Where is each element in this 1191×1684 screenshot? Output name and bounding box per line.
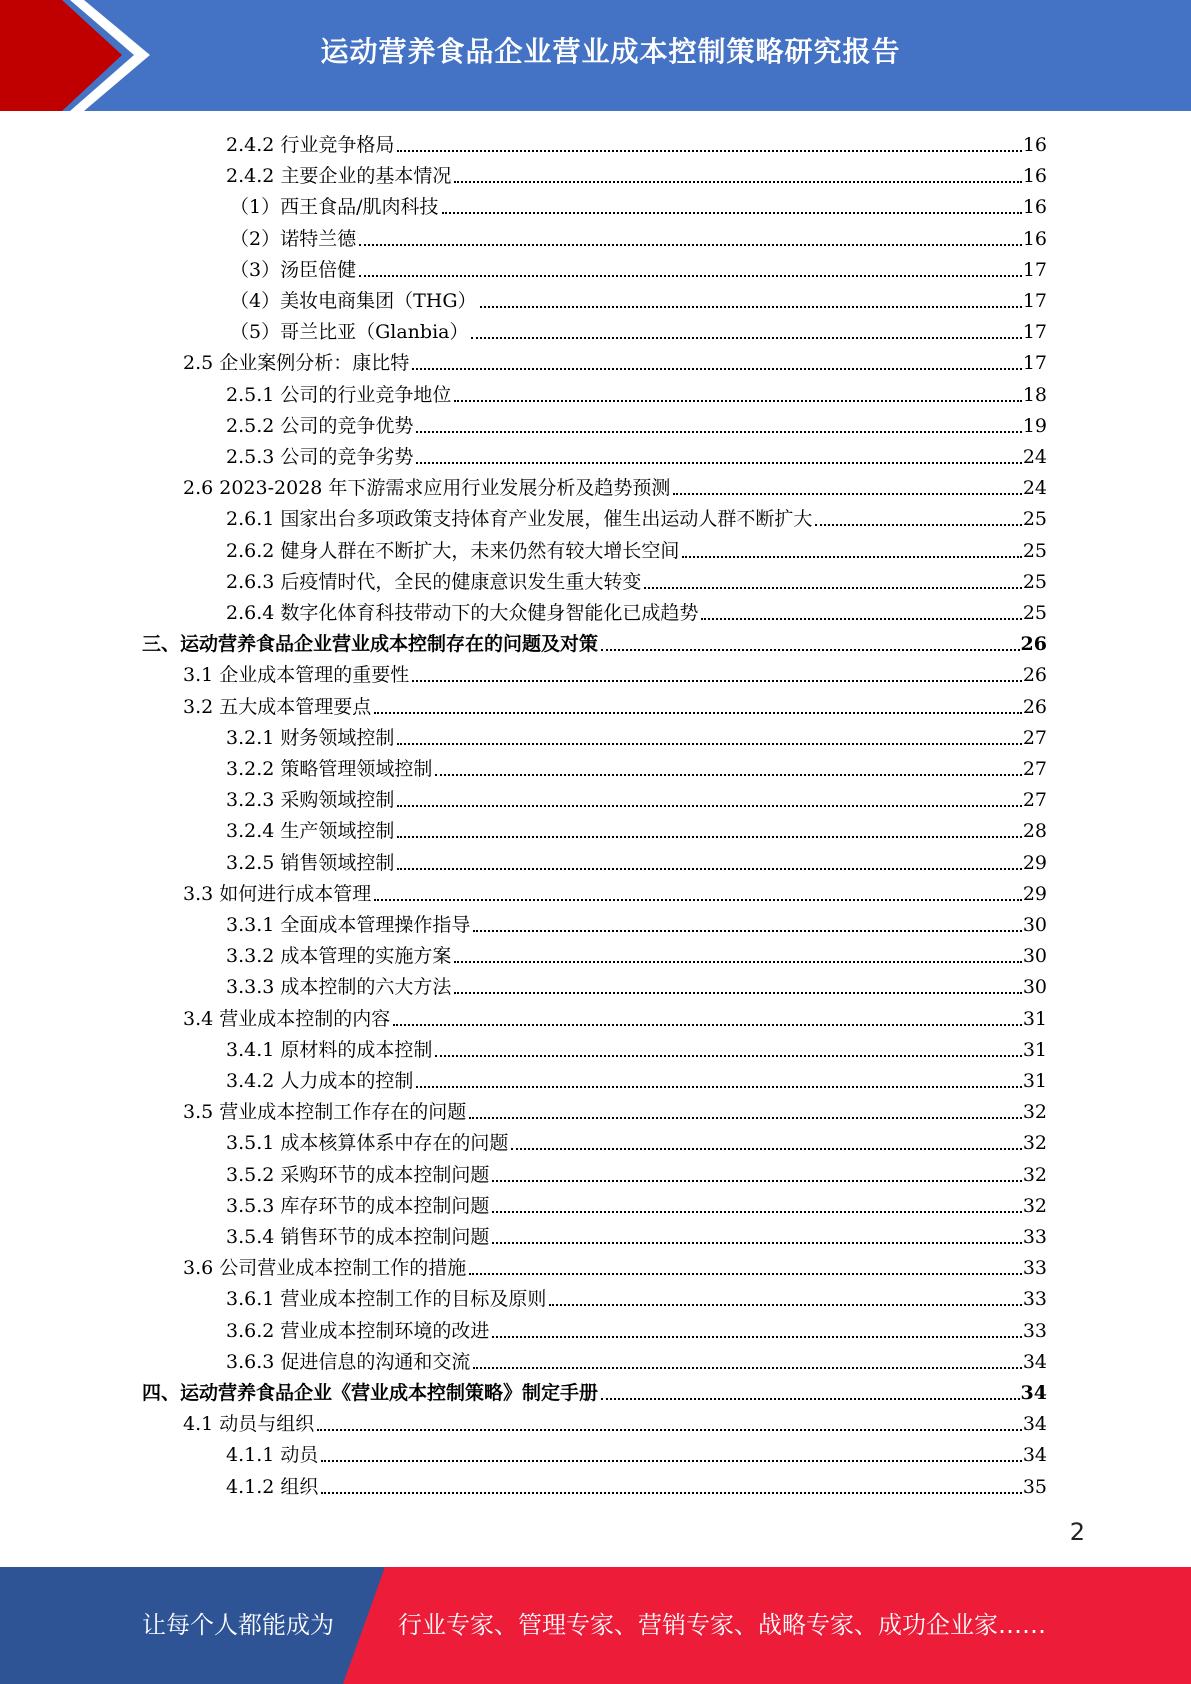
- toc-entry-page: 17: [1022, 352, 1047, 375]
- toc-dot-leader: [454, 400, 1021, 402]
- toc-entry-page: 16: [1022, 196, 1047, 219]
- toc-entry[interactable]: [226, 532, 1047, 563]
- toc-entry-title: 3.5.3 库存环节的成本控制问题: [226, 1194, 490, 1217]
- toc-entry[interactable]: [226, 844, 1047, 875]
- toc-entry-page: 27: [1022, 758, 1047, 780]
- toc-entry[interactable]: [226, 1062, 1047, 1093]
- toc-entry-title: 3.2 五大成本管理要点: [183, 695, 372, 718]
- toc-entry-title: 3.2.1 财务领域控制: [226, 726, 395, 749]
- toc-dot-leader: [359, 275, 1022, 277]
- toc-entry-title: 3.2.4 生产领域控制: [226, 820, 395, 843]
- toc-entry[interactable]: [183, 656, 1047, 687]
- toc-entry[interactable]: [230, 188, 1047, 219]
- toc-entry-page: 29: [1022, 851, 1047, 874]
- toc-entry-page: 17: [1022, 321, 1047, 344]
- toc-entry-page: 16: [1022, 165, 1047, 188]
- toc-dot-leader: [673, 493, 1021, 495]
- toc-entry[interactable]: [226, 376, 1047, 407]
- toc-entry[interactable]: [226, 1343, 1047, 1374]
- toc-entry-page: 17: [1022, 290, 1047, 312]
- toc-entry-title: 3.6.2 营业成本控制环境的改进: [226, 1319, 490, 1342]
- toc-entry-title: 3.4.1 原材料的成本控制: [226, 1038, 433, 1061]
- toc-entry-page: 16: [1022, 227, 1047, 250]
- toc-entry-page: 32: [1022, 1194, 1047, 1217]
- toc-dot-leader: [471, 337, 1021, 339]
- toc-dot-leader: [435, 774, 1021, 776]
- toc-entry[interactable]: [183, 688, 1047, 719]
- toc-entry-page: 34: [1022, 1413, 1047, 1436]
- toc-entry-title: 3.3.3 成本控制的六大方法: [226, 976, 452, 999]
- toc-dot-leader: [397, 150, 1021, 152]
- toc-entry-page: 25: [1022, 570, 1047, 593]
- toc-entry-page: 34: [1020, 1382, 1047, 1404]
- toc-entry[interactable]: [226, 1124, 1047, 1155]
- toc-entry-page: 25: [1022, 539, 1047, 562]
- toc-entry-title: 3.3.2 成本管理的实施方案: [226, 945, 452, 968]
- toc-entry-title: （5）哥兰比亚（Glanbia）: [230, 321, 469, 344]
- toc-entry-page: 33: [1022, 1319, 1047, 1342]
- toc-entry-page: 19: [1022, 414, 1047, 437]
- toc-dot-leader: [317, 1429, 1022, 1431]
- toc-dot-leader: [374, 899, 1022, 901]
- toc-entry-page: 26: [1020, 633, 1047, 656]
- toc-entry-title: （2）诺特兰德: [230, 227, 357, 250]
- toc-entry[interactable]: [226, 1156, 1047, 1187]
- toc-dot-leader: [359, 244, 1022, 246]
- toc-dot-leader: [397, 805, 1021, 807]
- toc-entry-title: 2.5.1 公司的行业竞争地位: [226, 383, 452, 406]
- toc-dot-leader: [469, 1273, 1022, 1275]
- toc-entry[interactable]: [226, 1280, 1047, 1311]
- toc-entry[interactable]: [226, 126, 1047, 157]
- toc-entry-page: 32: [1022, 1132, 1047, 1155]
- toc-entry-page: 30: [1022, 945, 1047, 968]
- toc-dot-leader: [469, 1117, 1022, 1119]
- toc-entry-title: 3.3 如何进行成本管理: [183, 882, 372, 905]
- toc-entry-title: 2.6.4 数字化体育科技带动下的大众健身智能化已成趋势: [226, 602, 699, 624]
- toc-entry-title: 3.2.3 采购领域控制: [226, 789, 395, 812]
- toc-entry-page: 18: [1022, 383, 1047, 406]
- toc-entry[interactable]: [226, 750, 1047, 781]
- toc-entry-title: 3.6 公司营业成本控制工作的措施: [183, 1257, 467, 1280]
- toc-entry-title: 2.5 企业案例分析：康比特: [183, 352, 410, 375]
- toc-entry-title: 2.6 2023-2028 年下游需求应用行业发展分析及趋势预测: [183, 477, 671, 500]
- toc-entry[interactable]: [183, 875, 1047, 906]
- toc-dot-leader: [682, 556, 1021, 558]
- toc-dot-leader: [321, 1460, 1021, 1462]
- toc-entry-title: 2.6.2 健身人群在不断扩大，未来仍然有较大增长空间: [226, 539, 680, 562]
- toc-entry-page: 24: [1022, 446, 1047, 468]
- toc-entry-title: （1）西王食品/肌肉科技: [230, 196, 439, 219]
- toc-dot-leader: [480, 306, 1022, 308]
- toc-entry-title: 3.1 企业成本管理的重要性: [183, 664, 410, 687]
- toc-entry-page: 27: [1022, 789, 1047, 812]
- toc-entry-page: 33: [1022, 1257, 1047, 1280]
- toc-entry-page: 25: [1022, 508, 1047, 531]
- toc-entry[interactable]: [142, 1374, 1047, 1405]
- toc-entry-title: 2.4.2 主要企业的基本情况: [226, 165, 452, 188]
- toc-entry[interactable]: [226, 937, 1047, 968]
- toc-entry[interactable]: [226, 157, 1047, 188]
- toc-entry[interactable]: [226, 968, 1047, 999]
- report-title: 运动营养食品企业营业成本控制策略研究报告: [320, 35, 901, 68]
- toc-dot-leader: [416, 462, 1021, 464]
- toc-dot-leader: [511, 1148, 1021, 1150]
- toc-dot-leader: [492, 1211, 1021, 1213]
- toc-entry-title: 3.3.1 全面成本管理操作指导: [226, 914, 471, 936]
- toc-entry[interactable]: [226, 594, 1047, 625]
- toc-dot-leader: [549, 1304, 1021, 1306]
- page-number: 2: [1069, 1518, 1085, 1546]
- toc-dot-leader: [397, 836, 1021, 838]
- toc-entry[interactable]: [226, 1468, 1047, 1499]
- toc-entry[interactable]: [226, 812, 1047, 843]
- toc-entry-page: 31: [1022, 1070, 1047, 1092]
- toc-entry-title: 2.6.3 后疫情时代，全民的健康意识发生重大转变: [226, 570, 642, 593]
- toc-entry-title: （3）汤臣倍健: [230, 258, 357, 281]
- toc-entry-page: 25: [1022, 602, 1047, 624]
- toc-dot-leader: [601, 649, 1020, 651]
- toc-entry-page: 26: [1022, 664, 1047, 687]
- toc-entry[interactable]: [183, 1000, 1047, 1031]
- page-header: [0, 0, 1191, 111]
- toc-dot-leader: [416, 431, 1021, 433]
- toc-entry-page: 34: [1022, 1350, 1047, 1373]
- toc-entry-page: 35: [1022, 1475, 1047, 1498]
- toc-entry[interactable]: [226, 407, 1047, 438]
- toc-entry-title: 2.4.2 行业竞争格局: [226, 134, 395, 156]
- toc-entry-page: 30: [1022, 976, 1047, 999]
- toc-entry[interactable]: [226, 1187, 1047, 1218]
- toc-entry-title: 3.4 营业成本控制的内容: [183, 1007, 391, 1030]
- toc-dot-leader: [473, 1367, 1021, 1369]
- page-footer: [0, 1567, 1191, 1684]
- toc-dot-leader: [454, 992, 1021, 994]
- toc-entry-page: 33: [1022, 1226, 1047, 1248]
- toc-entry[interactable]: [183, 1249, 1047, 1280]
- toc-dot-leader: [397, 868, 1021, 870]
- toc-dot-leader: [435, 1055, 1021, 1057]
- toc-entry[interactable]: [183, 344, 1047, 375]
- toc-entry-title: 4.1.1 动员: [226, 1444, 319, 1467]
- toc-entry-title: 3.5.1 成本核算体系中存在的问题: [226, 1132, 509, 1155]
- toc-entry-title: 4.1.2 组织: [226, 1475, 319, 1498]
- toc-entry[interactable]: [142, 625, 1047, 656]
- toc-entry-title: 2.6.1 国家出台多项政策支持体育产业发展，催生出运动人群不断扩大: [226, 508, 813, 531]
- toc-dot-leader: [454, 181, 1021, 183]
- toc-entry-title: 3.5.2 采购环节的成本控制问题: [226, 1163, 490, 1186]
- toc-entry[interactable]: [226, 1218, 1047, 1249]
- toc-entry[interactable]: [230, 282, 1047, 313]
- toc-entry-page: 33: [1022, 1288, 1047, 1311]
- footer-slogan-right: 行业专家、管理专家、营销专家、战略专家、成功企业家……: [398, 1611, 1046, 1639]
- toc-entry-title: 3.2.5 销售领域控制: [226, 851, 395, 874]
- toc-entry[interactable]: [183, 1405, 1047, 1436]
- toc-entry-title: 2.5.3 公司的竞争劣势: [226, 446, 414, 468]
- toc-entry-page: 26: [1022, 695, 1047, 718]
- toc-dot-leader: [412, 368, 1022, 370]
- toc-entry[interactable]: [226, 1312, 1047, 1343]
- toc-entry-page: 29: [1022, 882, 1047, 905]
- toc-dot-leader: [473, 930, 1021, 932]
- toc-entry[interactable]: [226, 563, 1047, 594]
- toc-entry-title: 4.1 动员与组织: [183, 1413, 315, 1436]
- toc-entry-page: 30: [1022, 914, 1047, 936]
- toc-entry-page: 31: [1022, 1007, 1047, 1030]
- toc-entry[interactable]: [230, 251, 1047, 282]
- toc-entry-title: 三、运动营养食品企业营业成本控制存在的问题及对策: [142, 633, 599, 656]
- toc-dot-leader: [416, 1086, 1021, 1088]
- toc-entry[interactable]: [230, 313, 1047, 344]
- toc-dot-leader: [454, 961, 1021, 963]
- toc-dot-leader: [442, 212, 1022, 214]
- toc-entry-page: 34: [1022, 1444, 1047, 1467]
- toc-dot-leader: [701, 618, 1021, 620]
- toc-entry-title: 2.5.2 公司的竞争优势: [226, 414, 414, 437]
- toc-entry[interactable]: [226, 500, 1047, 531]
- toc-dot-leader: [492, 1180, 1021, 1182]
- toc-entry-page: 32: [1022, 1101, 1047, 1124]
- toc-entry-title: 3.6.3 促进信息的沟通和交流: [226, 1350, 471, 1373]
- toc-dot-leader: [321, 1492, 1021, 1494]
- toc-entry[interactable]: [183, 1093, 1047, 1124]
- toc-entry-title: （4）美妆电商集团（THG）: [230, 290, 477, 312]
- toc-dot-leader: [492, 1336, 1021, 1338]
- toc-dot-leader: [601, 1398, 1020, 1400]
- toc-entry-title: 3.2.2 策略管理领域控制: [226, 758, 433, 780]
- toc-dot-leader: [412, 680, 1022, 682]
- toc-entry-page: 16: [1022, 134, 1047, 156]
- toc-entry-page: 31: [1022, 1038, 1047, 1061]
- toc-entry-title: 3.5 营业成本控制工作存在的问题: [183, 1101, 467, 1124]
- toc-entry-page: 32: [1022, 1163, 1047, 1186]
- toc-entry[interactable]: [226, 719, 1047, 750]
- toc-entry[interactable]: [230, 220, 1047, 251]
- toc-entry-title: 3.4.2 人力成本的控制: [226, 1070, 414, 1092]
- toc-entry-page: 24: [1022, 477, 1047, 500]
- toc-entry-title: 3.6.1 营业成本控制工作的目标及原则: [226, 1288, 547, 1311]
- toc-dot-leader: [374, 712, 1022, 714]
- toc-entry[interactable]: [226, 906, 1047, 937]
- toc-dot-leader: [397, 743, 1021, 745]
- toc-entry-title: 四、运动营养食品企业《营业成本控制策略》制定手册: [142, 1382, 599, 1404]
- toc-entry-page: 17: [1022, 258, 1047, 281]
- toc-entry[interactable]: [226, 438, 1047, 469]
- toc-entry-page: 27: [1022, 726, 1047, 749]
- toc-entry[interactable]: [226, 1436, 1047, 1467]
- toc-dot-leader: [393, 1024, 1022, 1026]
- toc-dot-leader: [492, 1242, 1021, 1244]
- toc-entry-page: 28: [1022, 820, 1047, 843]
- toc-entry[interactable]: [226, 1031, 1047, 1062]
- footer-slogan-left: 让每个人都能成为: [142, 1611, 334, 1639]
- toc-entry[interactable]: [226, 781, 1047, 812]
- toc-dot-leader: [815, 524, 1021, 526]
- toc-entry[interactable]: [183, 469, 1047, 500]
- toc-dot-leader: [644, 587, 1021, 589]
- toc-entry-title: 3.5.4 销售环节的成本控制问题: [226, 1226, 490, 1248]
